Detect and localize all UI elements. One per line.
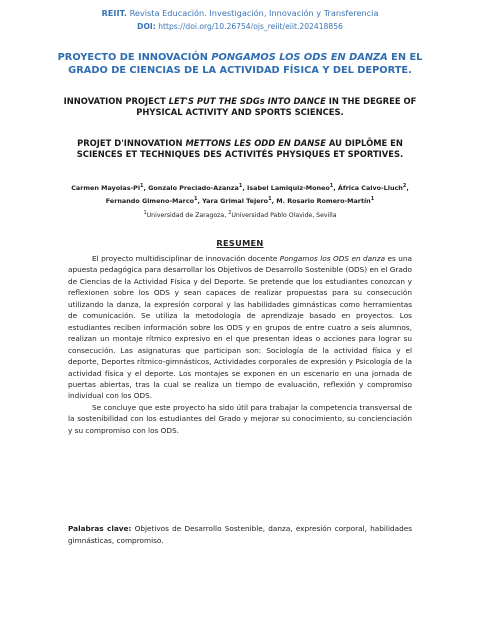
title-en-part2: IN THE DEGREE OF PHYSICAL ACTIVITY AND SPORTS SCIENCES. [136,96,417,118]
author-affil-sup: 2 [402,183,407,189]
journal-abbrev: REIIT. [101,8,127,18]
title-fr-part2: AU DIPLÔME EN SCIENCES ET TECHNIQUES DES ACTIVITÉS PHYSIQUES ET SPORTIVES. [76,138,404,160]
abstract-heading: RESUMEN [216,238,264,248]
author [202,197,276,205]
keywords-label: Palabras clave: [68,524,132,533]
author-name: Carmen Mayolas-Pi [71,184,141,193]
title-fr-part1: PROJET D'INNOVATION [77,138,186,148]
keywords-text: Objetivos de Desarrollo Sostenible, danza, expresión corporal, habilidades gimnásticas, compromiso. [68,524,412,545]
abstract-paragraph-1 [68,253,412,402]
title-es-part2: EN EL GRADO DE CIENCIAS DE LA ACTIVIDAD FÍSICA Y DEL DEPORTE. [68,52,423,76]
author-separator: , [333,184,338,193]
affil-text-1: Universidad de Zaragoza, [146,212,229,220]
author-name: Yara Grimal Tejero [202,196,269,205]
author [71,184,148,192]
title-es-part1: PROYECTO DE INNOVACIÓN [57,52,212,63]
author-affil-sup: 1 [370,195,375,202]
author [276,197,374,205]
abstract-p1-rest: es una apuesta pedagógica para desarrollar los Objetivos de Desarrollo Sostenible (ODS) en el Grado de Ciencias de la Actividad Física y del Deporte. Se pretende que los estudiantes conozcan y reflexionen sobre los ODS y sean capaces de realizar propuestas para su consecución utilizando la danza, la expresión corporal y las habilidades gimnásticas como herramientas de comunicación. Se utiliza la metodología de aprendizaje basado en proyectos. Los estudiantes reciben información sobre los ODS y en grupos de entre cuatro a seis alumnos, realizan un montaje rítmico expresivo en el que presentan ideas o acciones para lograr su consecución. Las asignaturas que participan son: Sociología de la actividad física y el deporte, Deportes rítmico-gimnásticos, Actividades corporales de expresión y Psicología de la actividad física y el deporte. Los montajes se exponen en un escenario en una jornada de puertas abiertas, tras la cual se realiza un tiempo de evaluación, reflexión y compromiso individual con los ODS. [68,254,413,401]
doi-line [0,22,480,31]
doi-label: DOI: [137,22,156,31]
author-name: Isabel Lamiquiz-Moneo [246,184,330,193]
author-name: África Calvo-Lluch [337,184,403,193]
title-en-italic: LET'S PUT THE SDGs INTO DANCE [168,96,326,106]
author-separator: , [406,184,409,193]
title-spanish [50,52,430,77]
author-separator: , [271,196,277,205]
author-list [60,181,420,206]
author-separator: , [197,196,203,205]
journal-name: Revista Educación. Investigación, Innovación y Transferencia [129,8,379,18]
affil-sup-1: 1 [143,210,147,216]
author-affil-sup: 1 [238,183,243,189]
author-separator: , [143,184,149,193]
author-affil-sup: 1 [140,183,144,189]
abstract-p1-italic: Pongamos los ODS en danza [279,254,386,263]
affil-text-2: Universidad Pablo Olavide, Sevilla [231,212,337,220]
journal-header [0,8,480,18]
abstract-p1-lead: El proyecto multidisciplinar de innovación docente [92,254,280,263]
author [247,184,338,192]
doi-link[interactable]: https://doi.org/10.26754/ojs_reiit/eiit.202418856 [158,22,343,31]
author [106,197,202,205]
author-affil-sup: 1 [194,195,198,202]
abstract-body [68,253,412,436]
author-affil-sup: 1 [268,195,272,202]
author [338,184,409,192]
author-name: Fernando Gimeno-Marco [105,196,194,205]
author-name: M. Rosario Romero-Martín [276,196,371,205]
title-english [62,96,418,119]
title-french [62,138,418,161]
author [148,184,247,192]
abstract-paragraph-2: Se concluye que este proyecto ha sido útil para trabajar la competencia transversal de la sostenibilidad con los estudiantes del Grado y mejorar su conocimiento, su concienciación y su compromiso con los ODS. [68,402,412,435]
affil-sup-2: 2 [228,210,232,216]
author-separator: , [242,184,247,193]
title-en-part1: INNOVATION PROJECT [63,96,169,106]
title-es-italic: PONGAMOS LOS ODS EN DANZA [211,52,388,63]
affiliations [0,210,480,219]
author-affil-sup: 1 [329,183,334,189]
author-name: Gonzalo Preciado-Azanza [148,184,239,193]
title-fr-italic: METTONS LES ODD EN DANSE [185,138,326,148]
keywords [68,523,412,546]
